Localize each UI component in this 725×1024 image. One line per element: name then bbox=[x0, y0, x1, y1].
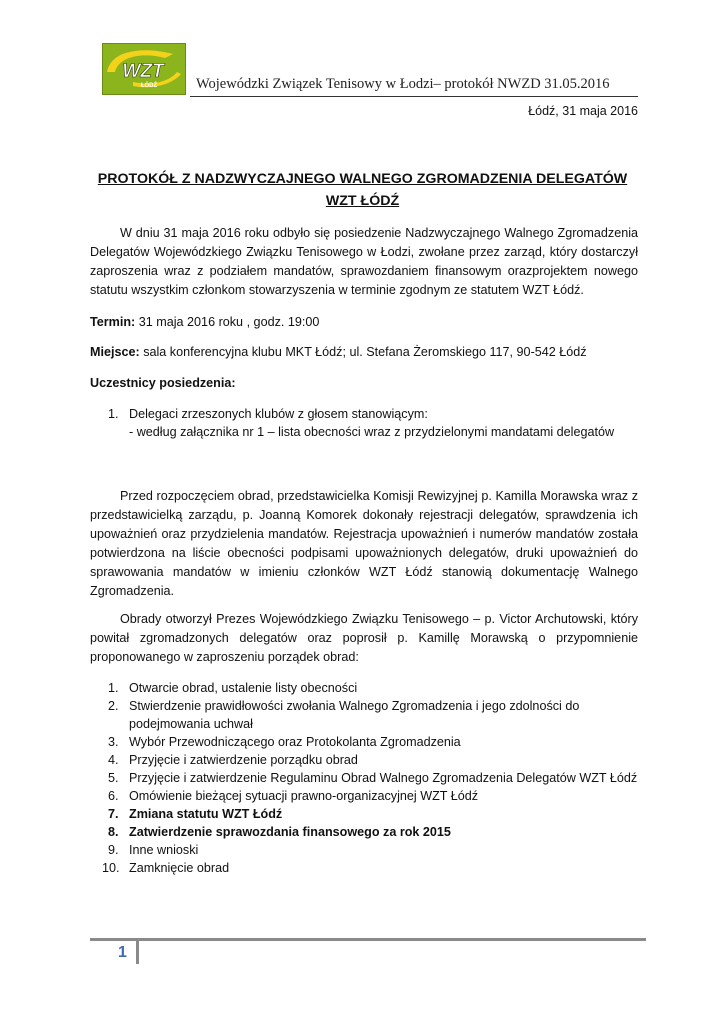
list-item: 8. Zatwierdzenie sprawozdania finansowego za rok 2015 bbox=[108, 825, 451, 839]
list-item: 2. Stwierdzenie prawidłowości zwołania Walnego Zgromadzenia i jego zdolności do podejmowania uchwał bbox=[108, 699, 580, 731]
list-item: 9. Inne wnioski bbox=[108, 843, 199, 857]
list-item-number: 1. bbox=[108, 407, 119, 421]
footer-divider bbox=[90, 938, 646, 941]
miejsce-label: Miejsce: bbox=[90, 345, 140, 359]
opening-paragraph: Obrady otworzył Prezes Wojewódzkiego Związku Tenisowego – p. Victor Archutowski, który powitał zgromadzonych delegatów oraz poprosił p. Kamillę Morawską o przypomnienie proponowanego w zaproszeniu porządek obrad: bbox=[90, 612, 638, 664]
list-item-subtext: - według załącznika nr 1 – lista obecności wraz z przydzielonymi mandatami delegatów bbox=[129, 425, 615, 439]
participants-heading: Uczestnicy posiedzenia: bbox=[90, 376, 236, 390]
page-number: 1 bbox=[118, 944, 127, 961]
termin-value: 31 maja 2016 roku , godz. 19:00 bbox=[135, 315, 320, 329]
logo-text: WZT bbox=[122, 61, 164, 82]
document-title bbox=[90, 168, 635, 212]
wzt-logo bbox=[102, 43, 186, 95]
list-item: 6. Omówienie bieżącej sytuacji prawno-organizacyjnej WZT Łódź bbox=[108, 789, 479, 803]
document-title-line-1: PROTOKÓŁ Z NADZWYCZAJNEGO WALNEGO ZGROMADZENIA DELEGATÓW bbox=[97, 171, 628, 187]
list-item bbox=[90, 405, 638, 441]
termin-label: Termin: bbox=[90, 315, 136, 329]
list-item: 1. Otwarcie obrad, ustalenie listy obecności bbox=[108, 681, 358, 695]
agenda-list bbox=[90, 679, 638, 877]
document-date: Łódź, 31 maja 2016 bbox=[528, 104, 638, 118]
list-item: 4. Przyjęcie i zatwierdzenie porządku obrad bbox=[108, 753, 358, 767]
miejsce-value: sala konferencyjna klubu MKT Łódź; ul. Stefana Żeromskiego 117, 90-542 Łódź bbox=[139, 345, 587, 359]
header-title: Wojewódzki Związek Tenisowy w Łodzi– protokół NWZD 31.05.2016 bbox=[196, 76, 610, 92]
miejsce-line bbox=[90, 345, 587, 359]
logo-subtext: ŁÓDŹ bbox=[140, 83, 158, 89]
intro-paragraph: W dniu 31 maja 2016 roku odbyło się posiedzenie Nadzwyczajnego Walnego Zgromadzenia Delegatów Wojewódzkiego Związku Tenisowego w Łodzi, zwołane przez zarząd, który dostarczył zaproszenia wraz z podziałem mandatów, sprawozdaniem finansowym orazprojektem nowego statutu wszystkim członkom stowarzyszenia w terminie zgodnym ze statutem WZT Łódź. bbox=[90, 226, 638, 297]
list-item: 10. Zamknięcie obrad bbox=[102, 861, 230, 875]
list-item: 7. Zmiana statutu WZT Łódź bbox=[108, 807, 283, 821]
list-item-text: Delegaci zrzeszonych klubów z głosem stanowiącym: bbox=[129, 407, 428, 421]
termin-line bbox=[90, 315, 319, 329]
footer-separator bbox=[136, 938, 139, 964]
registration-paragraph: Przed rozpoczęciem obrad, przedstawicielka Komisji Rewizyjnej p. Kamilla Morawska wraz z przedstawicielką zarządu, p. Joanną Komorek dokonały rejestracji delegatów, sprawdzenia ich upoważnień oraz przydzielenia mandatów. Rejestracja upoważnień i numerów mandatów została potwierdzona na liście obecności podpisami upoważnionych delegatów, druki upoważnień do sprawowania mandatów w imieniu członków WZT Łódź stanowią dokumentację Walnego Zgromadzenia. bbox=[90, 489, 638, 598]
participants-list bbox=[90, 405, 638, 441]
list-item: 3. Wybór Przewodniczącego oraz Protokolanta Zgromadzenia bbox=[108, 735, 461, 749]
list-item: 5. Przyjęcie i zatwierdzenie Regulaminu Obrad Walnego Zgromadzenia Delegatów WZT Łódź bbox=[108, 771, 638, 785]
document-title-line-2: WZT ŁÓDŹ bbox=[325, 193, 400, 209]
header-divider bbox=[190, 96, 638, 97]
